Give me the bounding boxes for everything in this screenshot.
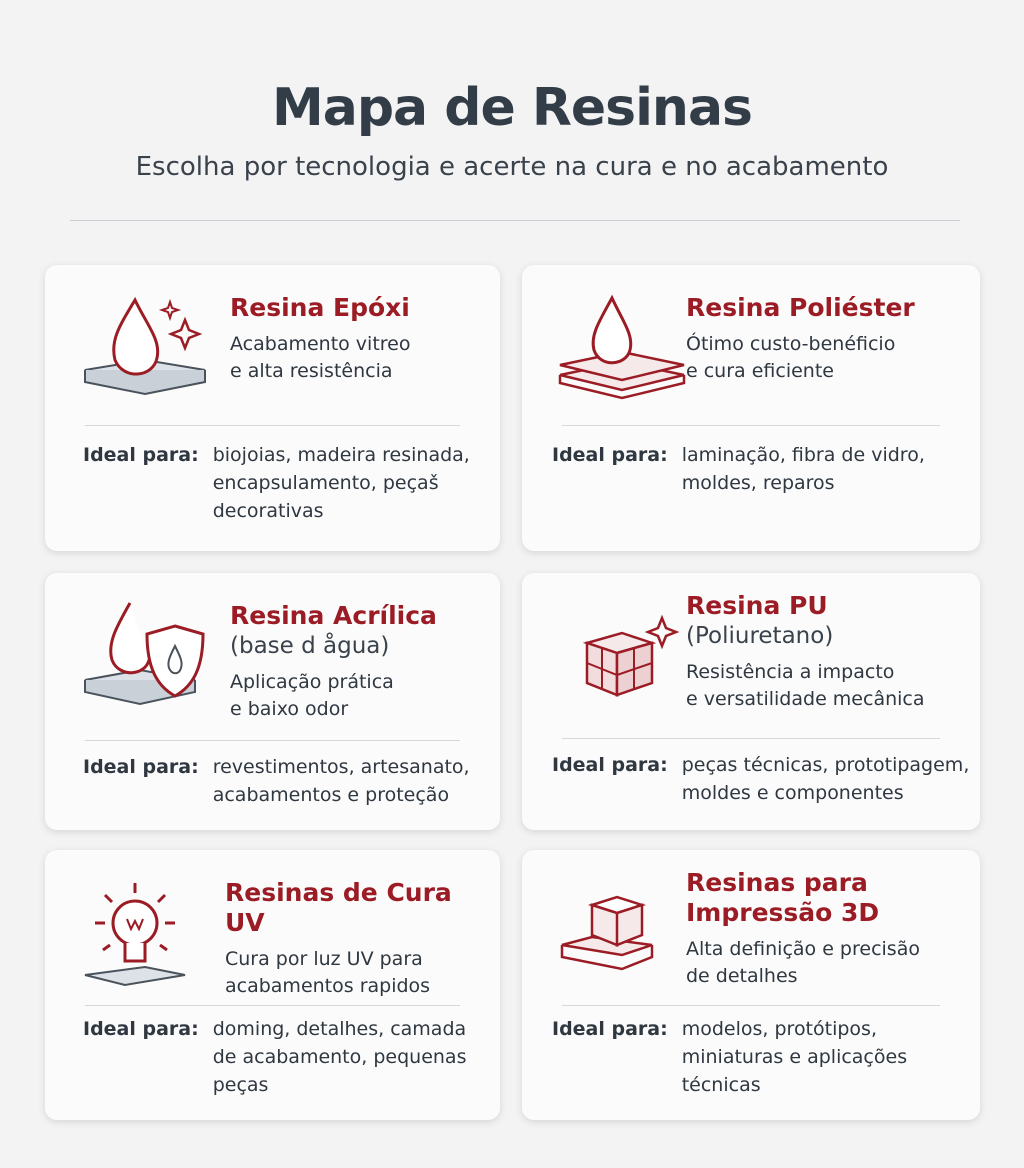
- card-subtitle: (Poliuretano): [686, 623, 834, 649]
- droplet-sparkle-icon: [75, 290, 215, 410]
- card-desc-line1: Aplicação prática: [230, 671, 394, 693]
- card-desc-line2: acabamentos rapidos: [225, 975, 431, 997]
- card-divider: [85, 425, 460, 426]
- card-subtitle: (base d ågua): [230, 633, 390, 659]
- card-divider: [562, 738, 940, 739]
- cube-sparkle-icon: [552, 598, 692, 718]
- card-pu: [522, 573, 980, 830]
- card-3d: [522, 850, 980, 1120]
- ideal-uses: doming, detalhes, camada de acabamento, pequenas peças: [212, 1018, 467, 1096]
- card-desc-line1: Acabamento vitreo: [230, 333, 411, 355]
- ideal-uses: laminação, fibra de vidro, moldes, reparos: [681, 444, 925, 494]
- ideal-label: Ideal para:: [552, 754, 668, 776]
- ideal-label: Ideal para:: [552, 1018, 668, 1040]
- ideal-uses: biojoias, madeira resinada, encapsulamento, peçaš decorativas: [212, 444, 470, 522]
- card-desc-line1: Ótimo custo-benéficio: [686, 333, 896, 355]
- card-epoxi: [45, 265, 500, 551]
- card-poliester: [522, 265, 980, 551]
- ideal-label: Ideal para:: [83, 444, 199, 466]
- card-divider: [85, 740, 460, 741]
- ideal-label: Ideal para:: [83, 1018, 199, 1040]
- card-title: Resina Acrílica: [230, 601, 437, 630]
- card-divider: [562, 425, 940, 426]
- droplet-layers-icon: [552, 290, 692, 410]
- card-divider: [85, 1005, 460, 1006]
- card-desc-line1: Resistência a impacto: [686, 661, 895, 683]
- card-title: Resina Poliéster: [686, 293, 915, 322]
- 3d-print-blocks-icon: [552, 875, 692, 995]
- ideal-label: Ideal para:: [83, 756, 199, 778]
- ideal-label: Ideal para:: [552, 444, 668, 466]
- header-divider: [70, 220, 960, 221]
- card-desc-line1: Cura por luz UV para: [225, 948, 423, 970]
- card-desc-line2: e cura eficiente: [686, 360, 834, 382]
- droplet-shield-icon: [75, 598, 215, 718]
- ideal-uses: peças técnicas, prototipagem, moldes e componentes: [681, 754, 970, 804]
- card-title: Resinas de Cura UV: [225, 878, 452, 937]
- card-acrilica: [45, 573, 500, 830]
- card-title: Resina PU: [686, 591, 828, 620]
- card-desc-line2: e versatilidade mecânica: [686, 688, 925, 710]
- card-divider: [562, 1005, 940, 1006]
- card-desc-line2: de detalhes: [686, 965, 798, 987]
- card-title: Resina Epóxi: [230, 293, 410, 322]
- card-title: Resinas para: [686, 868, 868, 897]
- card-desc-line1: Alta definição e precisão: [686, 938, 920, 960]
- ideal-uses: modelos, protótipos, miniaturas e aplicações técnicas: [681, 1018, 908, 1096]
- page-subtitle: Escolha por tecnologia e acerte na cura e no acabamento: [135, 152, 889, 182]
- card-title-line2: Impressão 3D: [686, 898, 880, 927]
- page-title: Mapa de Resinas: [272, 78, 752, 138]
- card-uv: [45, 850, 500, 1120]
- ideal-uses: revestimentos, artesanato, acabamentos e proteção: [212, 756, 470, 806]
- uv-bulb-icon: [75, 875, 215, 995]
- card-desc-line2: e baixo odor: [230, 698, 349, 720]
- card-desc-line2: e alta resistência: [230, 360, 393, 382]
